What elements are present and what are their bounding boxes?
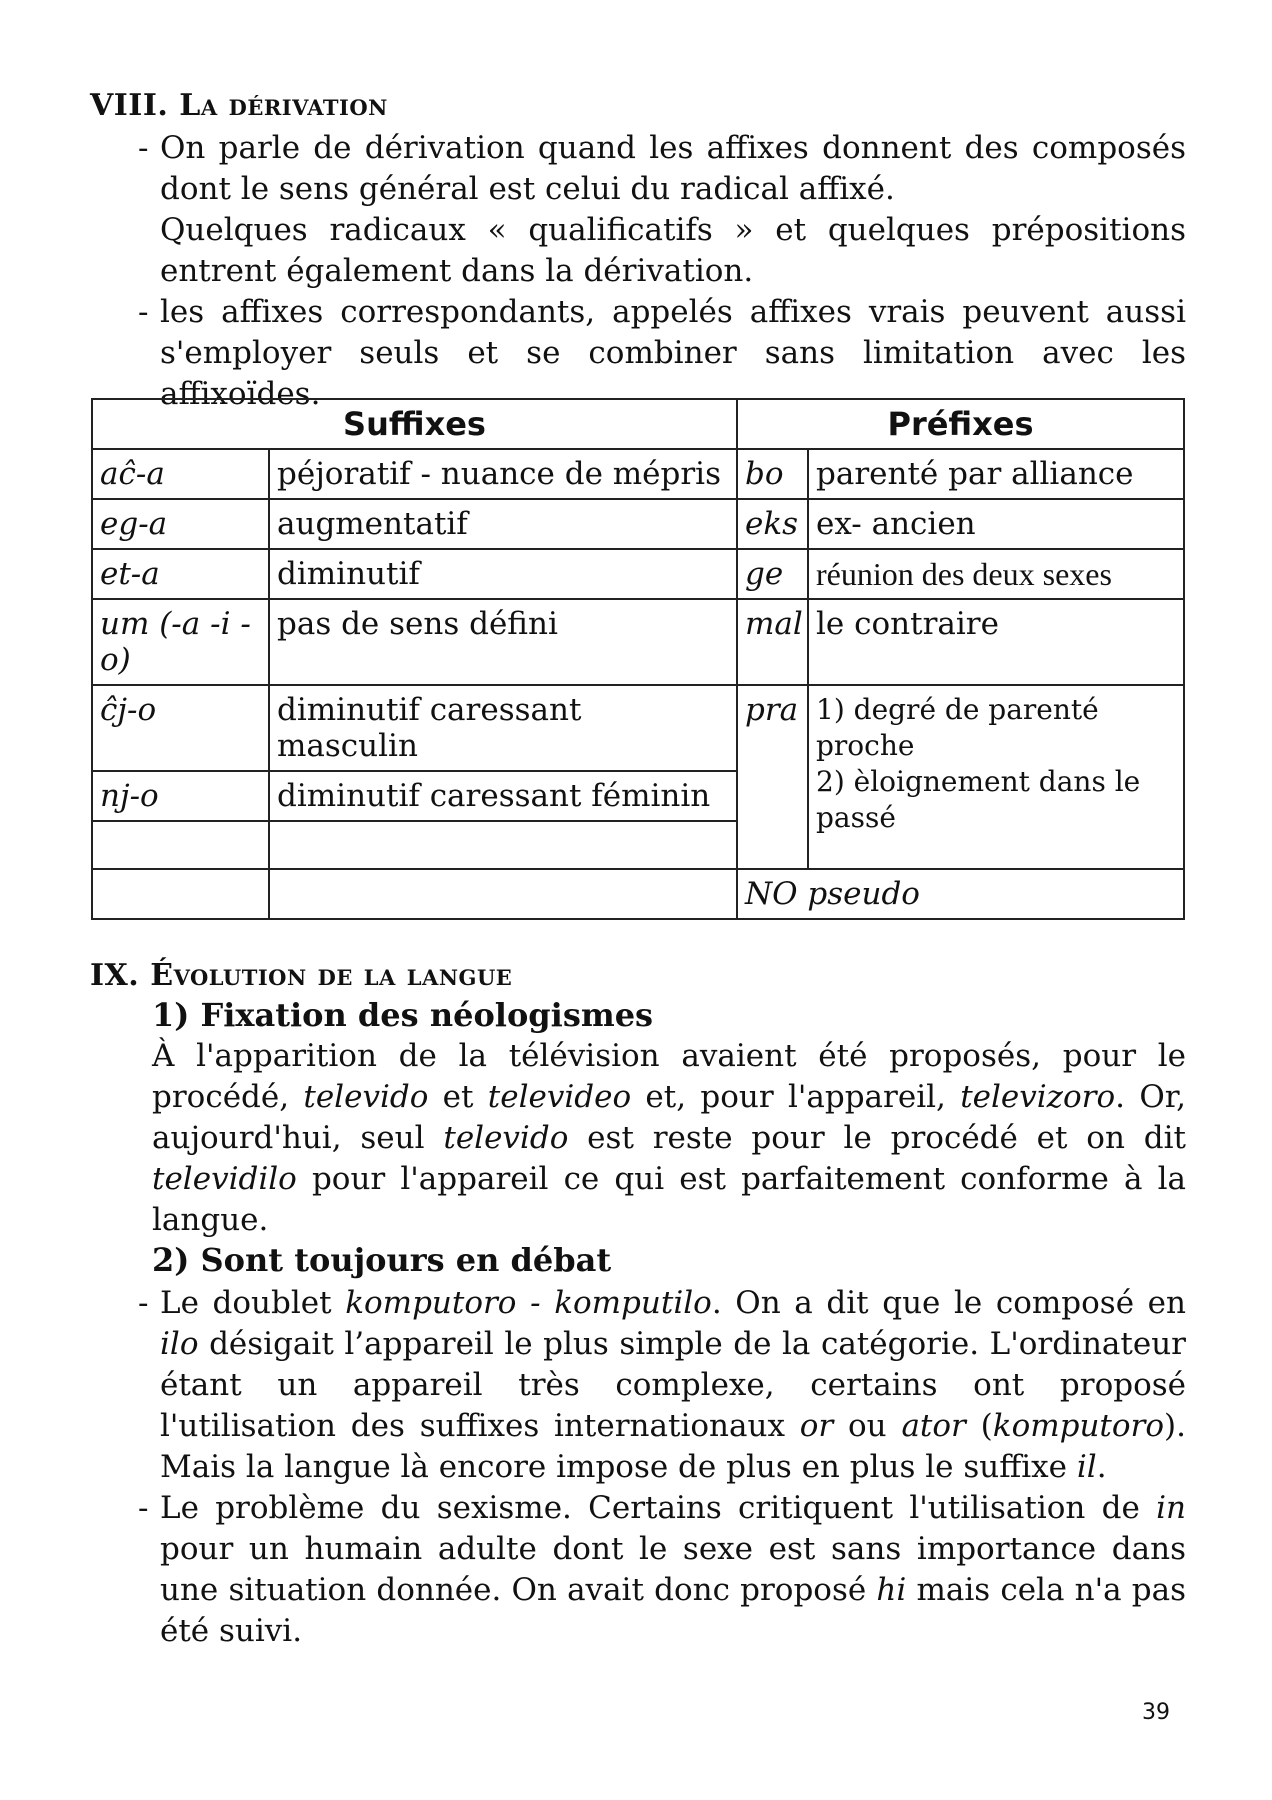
text-run: et, pour l'appareil, bbox=[631, 1079, 961, 1115]
suffix-cell: um (-a -i -o) bbox=[92, 599, 269, 685]
prefix-meaning-cell: réunion des deux sexes bbox=[808, 549, 1184, 599]
esperanto-term: il bbox=[1076, 1449, 1097, 1485]
empty-cell bbox=[269, 821, 737, 869]
empty-cell bbox=[269, 869, 737, 919]
text-run: À l'apparition de la télévision avaient été proposés, pour le procédé, bbox=[152, 1038, 1186, 1115]
esperanto-term: televizoro bbox=[960, 1079, 1116, 1115]
text-run: ou bbox=[833, 1408, 902, 1444]
bullet-text: les affixes correspondants, appelés affixes vrais peuvent aussi s'employer seuls et se combiner sans limitation avec les affixoïdes. bbox=[160, 294, 1186, 412]
prefix-cell: eks bbox=[737, 499, 808, 549]
text-run: - bbox=[516, 1285, 555, 1321]
esperanto-term: televido bbox=[443, 1120, 569, 1156]
bullet-dash: - bbox=[138, 1285, 149, 1321]
suffix-meaning-cell: pas de sens défini bbox=[269, 599, 737, 685]
esperanto-term: komputilo bbox=[554, 1285, 712, 1321]
header-suffixes: Suffixes bbox=[92, 399, 737, 449]
esperanto-term: or bbox=[799, 1408, 834, 1444]
text-run: ( bbox=[965, 1408, 993, 1444]
suffix-meaning-cell: diminutif caressant masculin bbox=[269, 685, 737, 771]
prefix-meaning-cell bbox=[808, 685, 1184, 869]
prefix-meaning-line-1: 1) degré de parenté proche bbox=[816, 693, 1099, 762]
prefix-meaning-cell: ex- ancien bbox=[808, 499, 1184, 549]
suffix-cell: et-a bbox=[92, 549, 269, 599]
text-run: pour l'appareil ce qui est parfaitement conforme à la langue. bbox=[152, 1161, 1186, 1238]
prefix-meaning-cell: le contraire bbox=[808, 599, 1184, 685]
suffix-meaning-cell: diminutif caressant féminin bbox=[269, 771, 737, 821]
section-8-heading bbox=[90, 88, 388, 123]
suffix-cell: nj-o bbox=[92, 771, 269, 821]
prefix-meaning-cell: parenté par alliance bbox=[808, 449, 1184, 499]
section-8-title: La dérivation bbox=[179, 88, 388, 123]
section-9-title: Évolution de la langue bbox=[150, 958, 513, 993]
empty-cell bbox=[92, 821, 269, 869]
suffix-meaning-cell: augmentatif bbox=[269, 499, 737, 549]
esperanto-term: ilo bbox=[160, 1326, 199, 1362]
suffix-meaning-cell: diminutif bbox=[269, 549, 737, 599]
bullet-text: On parle de dérivation quand les affixes donnent des composés dont le sens général est celui du radical affixé. bbox=[160, 130, 1186, 207]
esperanto-term: ator bbox=[901, 1408, 966, 1444]
prefix-footer-cell: NO pseudo bbox=[737, 869, 1184, 919]
text-run: . Or, aujourd'hui, seul bbox=[152, 1079, 1186, 1156]
bullet-dash: - bbox=[138, 294, 149, 330]
text-run: ). Mais la langue là encore impose de plus en plus le suffixe bbox=[160, 1408, 1186, 1485]
empty-cell bbox=[92, 869, 269, 919]
section-9-heading bbox=[90, 958, 512, 993]
section-9-number: IX. bbox=[90, 958, 140, 993]
subsection-2-bullet-2 bbox=[138, 1488, 1186, 1652]
esperanto-term: televideo bbox=[487, 1079, 632, 1115]
subsection-1-title: 1) Fixation des néologismes bbox=[152, 996, 654, 1034]
subsection-2-bullet-1 bbox=[138, 1283, 1186, 1488]
esperanto-term: in bbox=[1156, 1490, 1186, 1526]
prefix-cell: mal bbox=[737, 599, 808, 685]
table-header-row bbox=[92, 399, 1184, 449]
suffix-cell: aĉ-a bbox=[92, 449, 269, 499]
esperanto-term: hi bbox=[876, 1572, 907, 1608]
prefix-cell: ge bbox=[737, 549, 808, 599]
section-8-bullet-1 bbox=[138, 128, 1186, 292]
esperanto-term: komputoro bbox=[345, 1285, 517, 1321]
bullet-dash: - bbox=[138, 130, 149, 166]
text-run: désigait l’appareil le plus simple de la catégorie. L'ordinateur étant un appareil très complexe, certains ont proposé l'utilisation des suffixes internationaux bbox=[160, 1326, 1186, 1444]
suffix-cell: ĉj-o bbox=[92, 685, 269, 771]
suffix-meaning-cell: péjoratif - nuance de mépris bbox=[269, 449, 737, 499]
table-row bbox=[92, 499, 1184, 549]
section-8-number: VIII. bbox=[90, 88, 169, 123]
text-run: . On a dit que le composé en bbox=[711, 1285, 1186, 1321]
affix-table bbox=[91, 398, 1185, 920]
text-run: mais cela n'a pas été suivi. bbox=[160, 1572, 1186, 1649]
text-run: et bbox=[428, 1079, 488, 1115]
text-run: . bbox=[1096, 1449, 1107, 1485]
prefix-cell: pra bbox=[737, 685, 808, 869]
bullet-extra-text: Quelques radicaux « qualificatifs » et quelques prépositions entrent également dans la dérivation. bbox=[160, 212, 1186, 289]
section-8-bullet-2 bbox=[138, 292, 1186, 415]
table-row bbox=[92, 599, 1184, 685]
table-row bbox=[92, 869, 1184, 919]
esperanto-term: komputoro bbox=[992, 1408, 1165, 1444]
esperanto-term: televidilo bbox=[152, 1161, 297, 1197]
subsection-2-title: 2) Sont toujours en débat bbox=[152, 1241, 612, 1279]
table-row bbox=[92, 449, 1184, 499]
header-prefixes: Préfixes bbox=[737, 399, 1184, 449]
text-run: Le problème du sexisme. Certains critiquent l'utilisation de bbox=[160, 1490, 1157, 1526]
subsection-1-paragraph bbox=[152, 1036, 1186, 1241]
text-run: Le doublet bbox=[160, 1285, 346, 1321]
prefix-meaning-line-2: 2) èloignement dans le passé bbox=[816, 765, 1141, 834]
esperanto-term: televido bbox=[303, 1079, 429, 1115]
text-run: est reste pour le procédé et on dit bbox=[568, 1120, 1186, 1156]
table-row bbox=[92, 549, 1184, 599]
prefix-cell: bo bbox=[737, 449, 808, 499]
page-number: 39 bbox=[1142, 1700, 1170, 1725]
suffix-cell: eg-a bbox=[92, 499, 269, 549]
text-run: pour un humain adulte dont le sexe est sans importance dans une situation donnée. On avait donc proposé bbox=[160, 1531, 1186, 1608]
table-row bbox=[92, 685, 1184, 771]
bullet-dash: - bbox=[138, 1490, 149, 1526]
